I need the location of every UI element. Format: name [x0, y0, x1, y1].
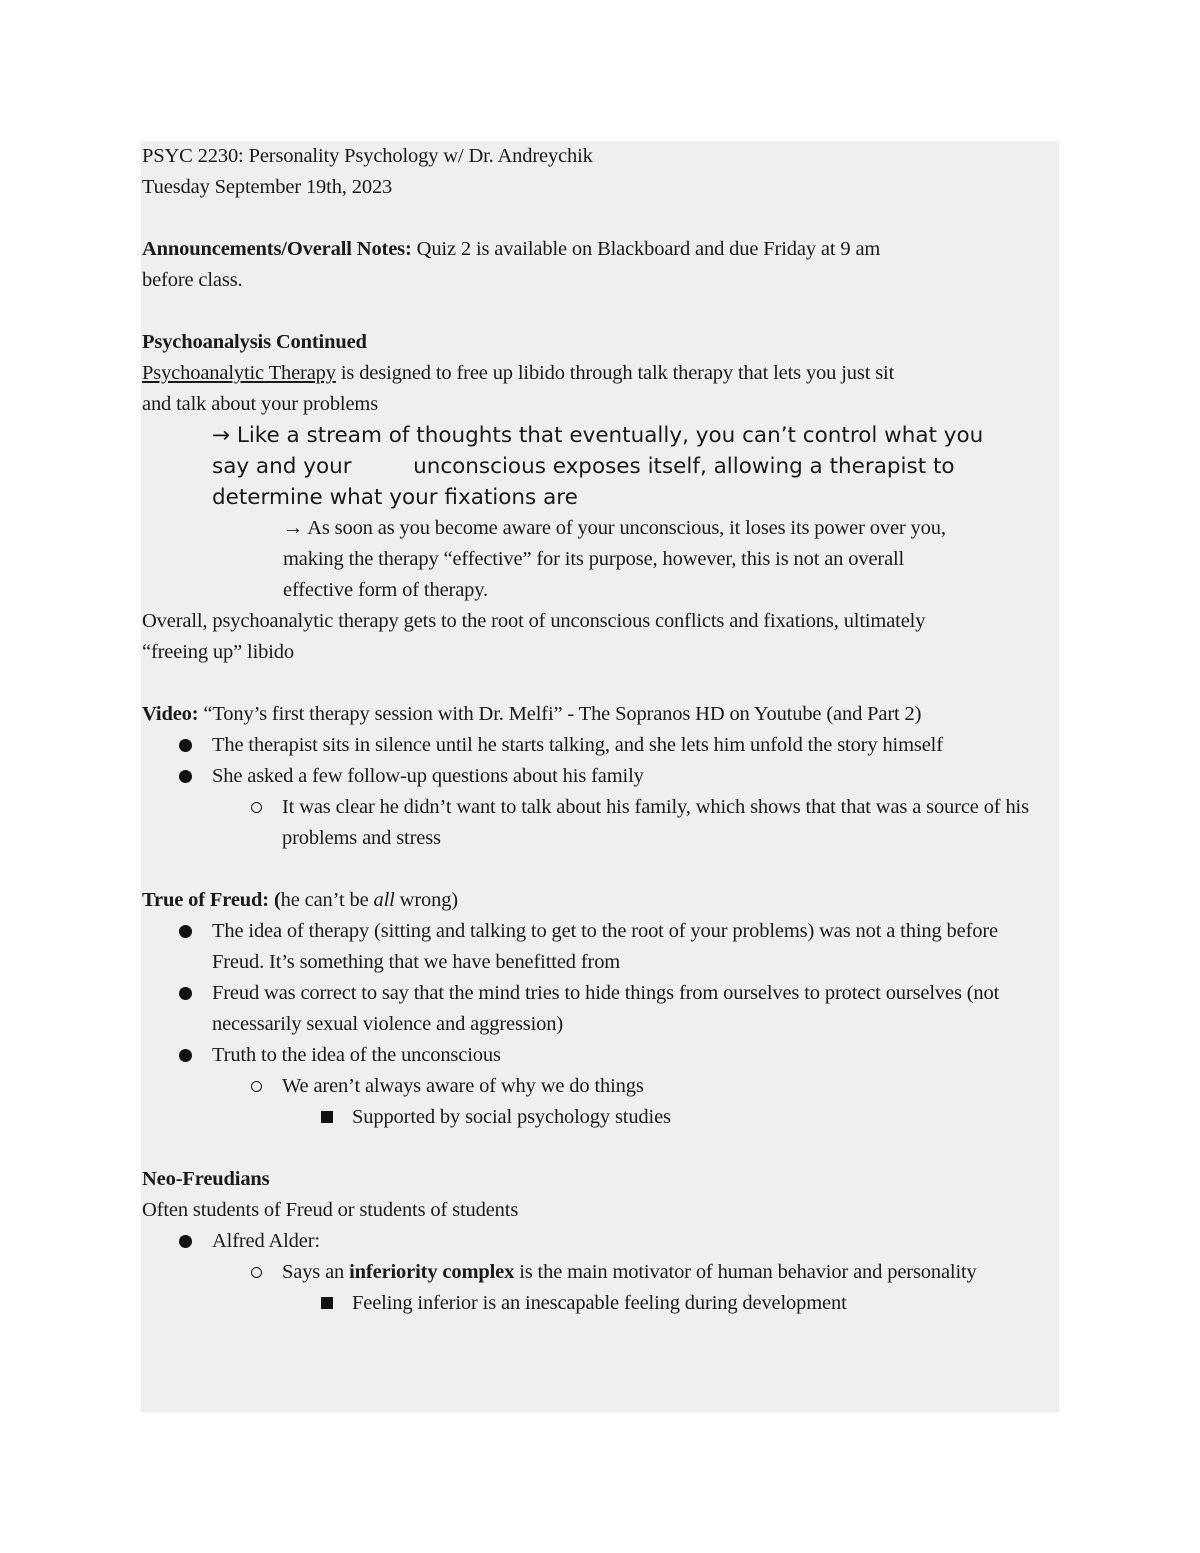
neo-freudians-sub-sub-list	[282, 1288, 1060, 1319]
neo-freudians-list	[142, 1226, 1060, 1319]
list-item: Freud was correct to say that the mind tries to hide things from ourselves to protect ourselves (not necessarily sexual violence and aggression)	[142, 978, 1060, 1040]
list-item: Feeling inferior is an inescapable feeling during development	[282, 1288, 1060, 1319]
overall-summary-cont: “freeing up” libido	[142, 641, 294, 663]
list-item: She asked a few follow-up questions about his family It was clear he didn’t want to talk about his family, which shows that that was a source of his problems and stress	[142, 761, 1060, 854]
freud-sub-list	[212, 1071, 1060, 1133]
video-bullet-list	[142, 730, 1060, 854]
video-title: “Tony’s first therapy session with Dr. Melfi” - The Sopranos HD on Youtube (and Part 2)	[198, 703, 922, 725]
list-item: Alfred Alder: Says an inferiority complex is the main motivator of human behavior and personality Feeling inferior is an inescapable feeling during development	[142, 1226, 1060, 1319]
bullet-circle-icon	[251, 802, 262, 813]
list-item: Supported by social psychology studies	[282, 1102, 1060, 1133]
list-item: The therapist sits in silence until he starts talking, and she lets him unfold the story himself	[142, 730, 1060, 761]
freud-label: True of Freud:	[142, 889, 269, 911]
list-item: Truth to the idea of the unconscious We aren’t always aware of why we do things Supported by social psychology studies	[142, 1040, 1060, 1133]
video-label: Video:	[142, 703, 199, 725]
bullet-circle-icon	[251, 1081, 262, 1092]
neo-freudians-heading: Neo-Freudians	[142, 1168, 270, 1190]
bullet-disc-icon	[179, 1049, 192, 1062]
overall-summary: Overall, psychoanalytic therapy gets to the root of unconscious conflicts and fixations, ultimately	[142, 610, 926, 632]
spacer	[142, 668, 1060, 699]
bullet-disc-icon	[179, 770, 192, 783]
bullet-circle-icon	[251, 1267, 262, 1278]
bullet-square-icon	[321, 1111, 333, 1123]
bullet-disc-icon	[179, 925, 192, 938]
psychoanalytic-therapy-definition-cont: and talk about your problems	[142, 393, 379, 415]
document-body	[142, 141, 1060, 1319]
psychoanalytic-therapy-definition: Psychoanalytic Therapy is designed to free up libido through talk therapy that lets you just sit	[142, 362, 895, 384]
psychoanalysis-heading: Psychoanalysis Continued	[142, 331, 367, 353]
neo-freudians-intro: Often students of Freud or students of students	[142, 1199, 519, 1221]
list-item: The idea of therapy (sitting and talking to get to the root of your problems) was not a thing before Freud. It’s something that we have benefitted from	[142, 916, 1060, 978]
spacer	[142, 203, 1060, 234]
inferiority-complex-term: inferiority complex	[349, 1261, 515, 1283]
bullet-square-icon	[321, 1297, 333, 1309]
list-item: It was clear he didn’t want to talk about his family, which shows that that was a source of his problems and stress	[212, 792, 1060, 854]
announcements-line	[142, 234, 1060, 265]
freud-line: True of Freud: (he can’t be all wrong)	[142, 889, 458, 911]
spacer	[142, 854, 1060, 885]
freud-sub-sub-list	[282, 1102, 1060, 1133]
bullet-disc-icon	[179, 1235, 192, 1248]
spacer	[142, 1133, 1060, 1164]
list-item: Says an inferiority complex is the main motivator of human behavior and personality Feeling inferior is an inescapable feeling during development	[212, 1257, 1060, 1319]
bullet-disc-icon	[179, 739, 192, 752]
psychoanalytic-therapy-term: Psychoanalytic Therapy	[142, 362, 336, 384]
spacer	[142, 296, 1060, 327]
video-line	[142, 699, 1060, 730]
stream-of-thoughts-note: → Like a stream of thoughts that eventually, you can’t control what you say and your unconscious exposes itself, allowing a therapist to determine what your fixations are	[212, 423, 984, 510]
list-item: We aren’t always aware of why we do things Supported by social psychology studies	[212, 1071, 1060, 1133]
video-sub-list	[212, 792, 1060, 854]
bullet-disc-icon	[179, 987, 192, 1000]
awareness-note: → As soon as you become aware of your unconscious, it loses its power over you, making the therapy “effective” for its purpose, however, this is not an overall effective form of therapy.	[283, 517, 946, 601]
neo-freudians-sub-list	[212, 1257, 1060, 1319]
announcements-text-cont: before class.	[142, 269, 243, 291]
announcements-text: Quiz 2 is available on Blackboard and due Friday at 9 am	[411, 238, 881, 260]
course-title: PSYC 2230: Personality Psychology w/ Dr. Andreychik	[142, 145, 593, 167]
freud-bullet-list	[142, 916, 1060, 1133]
lecture-date: Tuesday September 19th, 2023	[142, 176, 393, 198]
announcements-label: Announcements/Overall Notes:	[142, 238, 412, 260]
